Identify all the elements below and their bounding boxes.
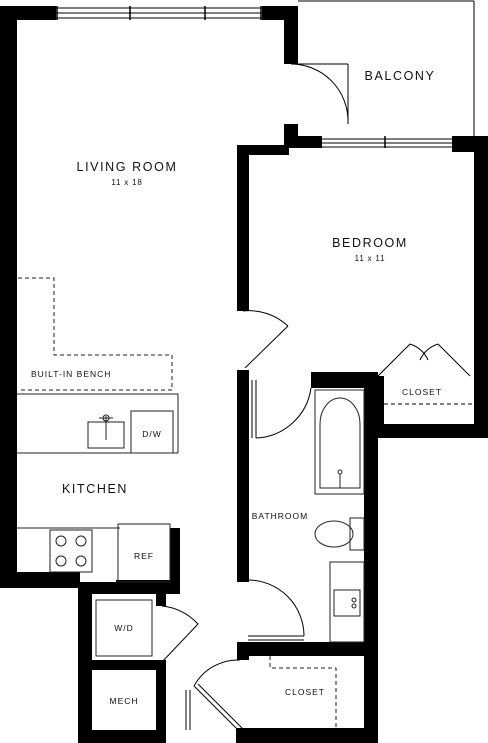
cooktop bbox=[50, 530, 92, 572]
wall-bathroom-west-top bbox=[237, 370, 249, 380]
wall-bedroom-west bbox=[237, 145, 249, 311]
wall-ref-east bbox=[170, 528, 180, 590]
wall-west bbox=[0, 6, 17, 588]
doors bbox=[162, 64, 470, 730]
vanity bbox=[330, 562, 364, 642]
burner-2 bbox=[76, 536, 86, 546]
label-mech: MECH bbox=[109, 696, 139, 706]
wall-bedroom-north-b bbox=[452, 136, 474, 152]
wall-bedroom-north-a bbox=[284, 136, 322, 148]
door-bedroom bbox=[245, 326, 288, 368]
toilet-tank bbox=[350, 518, 364, 550]
label-built-in-bench: BUILT-IN BENCH bbox=[31, 369, 112, 379]
wall-wd-mech-div bbox=[88, 660, 166, 670]
label-living-room: LIVING ROOM bbox=[76, 160, 178, 174]
toilet-bowl bbox=[315, 521, 353, 547]
windows bbox=[56, 1, 474, 404]
label-washer-dryer: W/D bbox=[114, 623, 134, 633]
door-closet-left bbox=[378, 344, 410, 376]
door-entry-closet bbox=[194, 686, 238, 730]
wall-entry-closet-east bbox=[364, 642, 378, 743]
label-bathroom: BATHROOM bbox=[251, 511, 309, 521]
label-bedroom: BEDROOM bbox=[332, 236, 408, 250]
vanity-sink bbox=[334, 590, 360, 616]
wall-entry-south bbox=[236, 728, 378, 743]
label-dishwasher: D/W bbox=[142, 429, 162, 439]
wall-bathroom-se bbox=[364, 498, 378, 648]
wall-bathroom-west-upper bbox=[237, 370, 249, 582]
door-closet-right bbox=[438, 344, 470, 376]
burner-1 bbox=[56, 536, 66, 546]
label-refrigerator: REF bbox=[134, 551, 154, 561]
wall-mech-south bbox=[78, 730, 166, 743]
label-living-room-dimensions: 11 x 18 bbox=[111, 178, 143, 187]
wall-entry-closet-west bbox=[237, 642, 249, 660]
fixtures bbox=[17, 278, 364, 728]
wall-balcony-west-upper bbox=[284, 6, 298, 64]
label-kitchen: KITCHEN bbox=[61, 482, 129, 496]
label-closet-entry: CLOSET bbox=[284, 687, 326, 697]
burner-4 bbox=[76, 556, 86, 566]
door-wd bbox=[162, 624, 198, 662]
wall-wd-east-upper bbox=[156, 590, 166, 606]
burner-3 bbox=[56, 556, 66, 566]
wall-closet-south bbox=[374, 424, 488, 438]
wall-north-left bbox=[0, 6, 56, 20]
wall-bedroom-east bbox=[474, 136, 488, 438]
wall-kitchen-south bbox=[0, 572, 80, 588]
label-bedroom-dimensions: 11 x 11 bbox=[354, 254, 386, 263]
wall-bathroom-south bbox=[240, 642, 378, 656]
label-balcony: BALCONY bbox=[364, 69, 436, 83]
label-closet-bedroom: CLOSET bbox=[401, 387, 443, 397]
